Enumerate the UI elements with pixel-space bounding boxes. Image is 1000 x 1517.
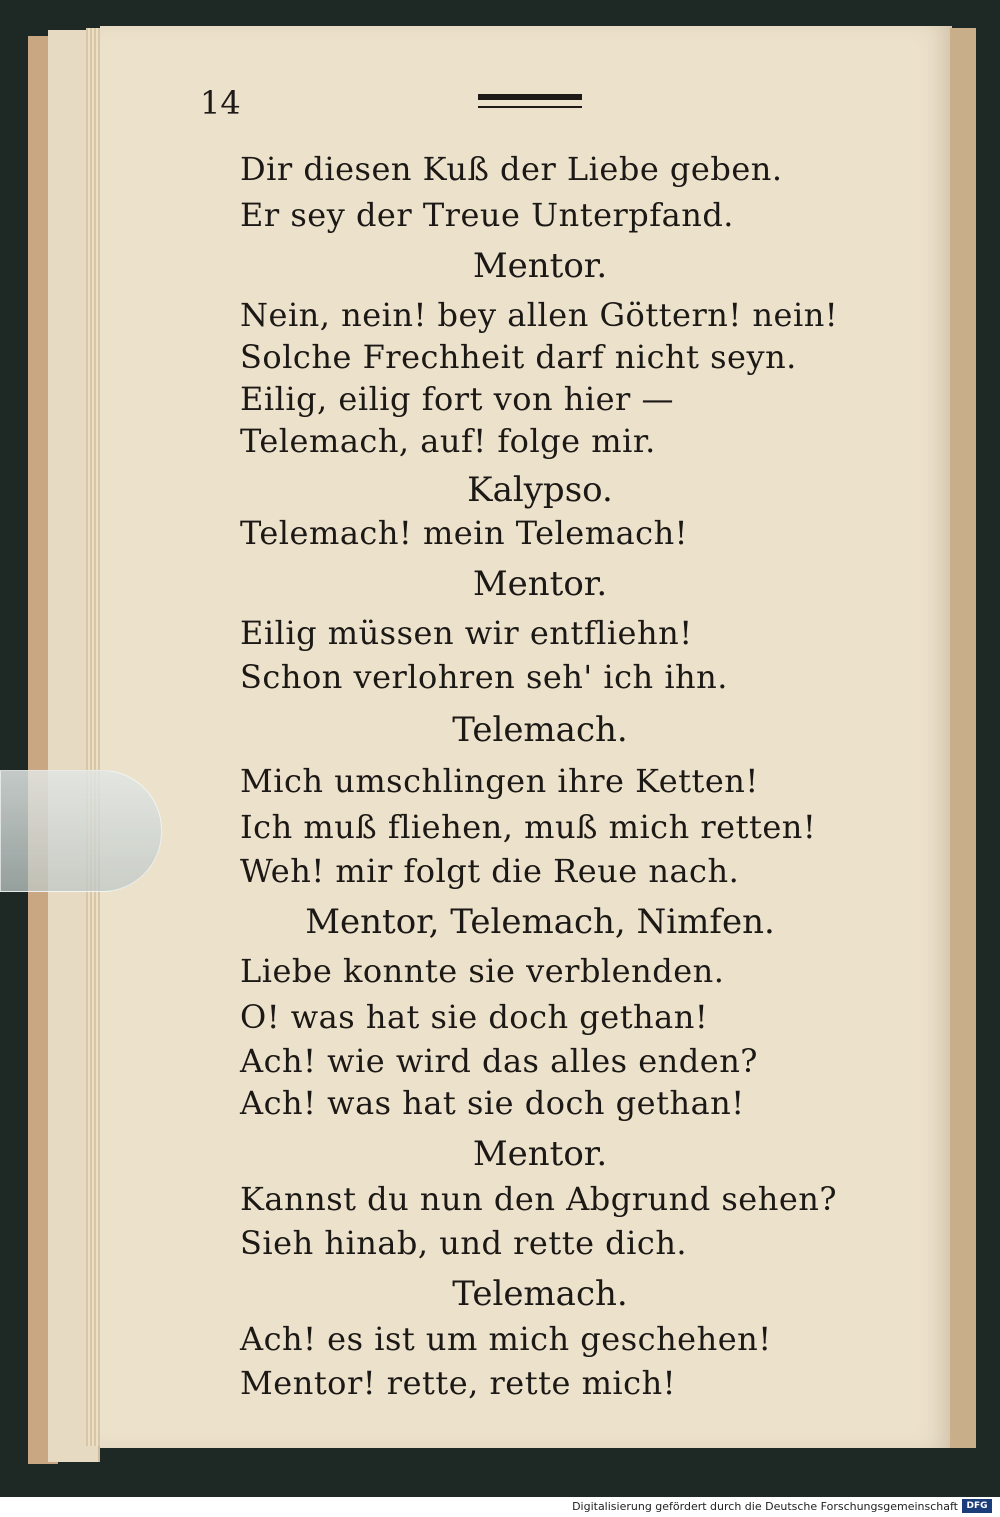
speaker-heading: Telemach.: [452, 1274, 628, 1314]
verse-line: Eilig, eilig fort von hier —: [240, 380, 674, 418]
speaker-heading: Mentor.: [472, 1134, 608, 1174]
verse-line: Ach! wie wird das alles enden?: [240, 1042, 758, 1080]
speaker-heading: Mentor.: [472, 564, 608, 604]
verse-line: Solche Frechheit darf nicht seyn.: [240, 338, 797, 376]
verse-line: O! was hat sie doch gethan!: [240, 998, 709, 1036]
verse-line: Weh! mir folgt die Reue nach.: [240, 852, 740, 890]
verse-line: Telemach, auf! folge mir.: [240, 422, 656, 460]
dfg-logo: DFG: [962, 1499, 992, 1513]
verse-line: Ach! es ist um mich geschehen!: [240, 1320, 772, 1358]
speaker-heading: Mentor, Telemach, Nimfen.: [305, 902, 775, 942]
speaker-heading: Kalypso.: [467, 470, 613, 510]
page-holder-clip: [0, 770, 162, 892]
verse-line: Telemach! mein Telemach!: [240, 514, 689, 552]
footer-credit: Digitalisierung gefördert durch die Deutsche Forschungsgemeinschaft: [572, 1500, 958, 1513]
verse-line: Kannst du nun den Abgrund sehen?: [240, 1180, 838, 1218]
book-edge-right: [950, 28, 976, 1448]
verse-line: Eilig müssen wir entfliehn!: [240, 614, 693, 652]
header-rule-thin: [478, 106, 582, 108]
verse-line: Liebe konnte sie verblenden.: [240, 952, 725, 990]
verse-line: Ich muß fliehen, muß mich retten!: [240, 808, 817, 846]
verse-line: Er sey der Treue Unterpfand.: [240, 196, 734, 234]
verse-line: Mich umschlingen ihre Ketten!: [240, 762, 759, 800]
verse-line: Schon verlohren seh' ich ihn.: [240, 658, 728, 696]
verse-line: Dir diesen Kuß der Liebe geben.: [240, 150, 783, 188]
verse-line: Mentor! rette, rette mich!: [240, 1364, 677, 1402]
verse-line: Ach! was hat sie doch gethan!: [240, 1084, 745, 1122]
speaker-heading: Telemach.: [452, 710, 628, 750]
verse-line: Nein, nein! bey allen Göttern! nein!: [240, 296, 839, 334]
page-number: 14: [200, 84, 241, 122]
speaker-heading: Mentor.: [472, 246, 608, 286]
verse-line: Sieh hinab, und rette dich.: [240, 1224, 688, 1262]
header-rule: [478, 94, 582, 100]
